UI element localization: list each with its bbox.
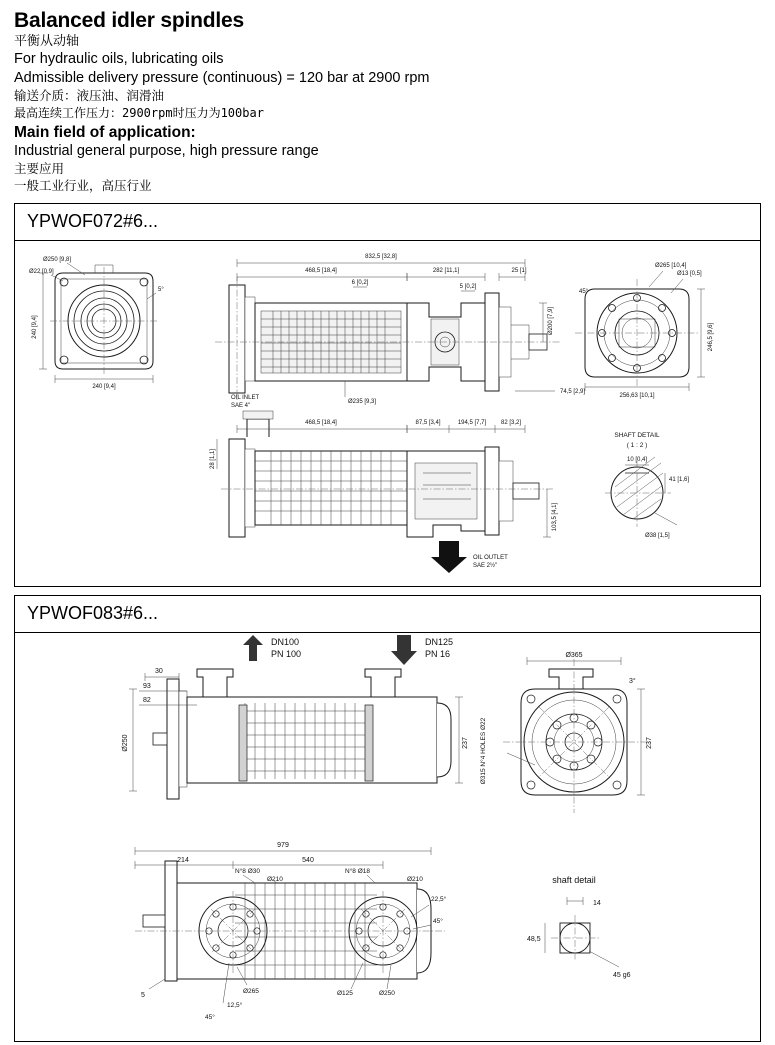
dim-low-d: 82 [3,2] (500, 420, 522, 427)
dim-low-c: 194,5 [7,7] (457, 420, 487, 427)
label-right-angle: 45° (579, 289, 589, 296)
fluid-line-chinese: 输送介质：液压油、润滑油 (14, 89, 165, 104)
technical-drawing-072 (15, 241, 760, 586)
label-right-dia1: Ø265 [10,4] (655, 263, 687, 270)
dim-low-b: 87,5 [3,4] (415, 420, 441, 427)
dim-width-left: 240 [9,4] (92, 384, 116, 391)
dim-30-083: 30 (155, 668, 163, 676)
label-dia250-083: Ø250 (379, 990, 395, 998)
dim-540-083: 540 (302, 857, 314, 865)
dim-height-left: 240 [9,4] (32, 315, 38, 339)
page-title: Balanced idler spindles (14, 9, 244, 32)
dim-979-083: 979 (277, 842, 289, 850)
title-chinese: 平衡从动轴 (14, 33, 80, 49)
detail-485-083: 48,5 (527, 936, 541, 944)
dim-c-072: 25 [1] (511, 268, 527, 275)
fluid-line: For hydraulic oils, lubricating oils (14, 50, 224, 67)
label-outlet-1: OIL OUTLET (473, 555, 508, 562)
detail-w-072: 10 [0,4] (626, 457, 648, 464)
detail-title-083: shaft detail (552, 875, 596, 886)
label-angle-083: 3° (629, 678, 636, 686)
label-dia265-083: Ø265 (243, 988, 259, 996)
dim-b-072: 282 [11,1] (432, 268, 460, 275)
application-heading: Main field of application: (14, 124, 196, 142)
label-dia210a-083: Ø210 (267, 876, 283, 884)
dim-overall-072: 832,5 [32,8] (365, 254, 397, 261)
detail-scale-072: ( 1 : 2 ) (626, 442, 648, 450)
dim-low-h: 103,5 [4,1] (552, 502, 558, 532)
label-ang45b-083: 45° (205, 1014, 215, 1022)
view-end-right (575, 263, 714, 399)
drawing-area-ypwof083 (15, 633, 760, 1041)
label-inlet-2: SAE 4" (231, 403, 251, 410)
dim-d-072: 6 [0,2] (351, 280, 369, 287)
label-outlet-pn: PN 16 (425, 649, 451, 660)
label-dia125-083: Ø125 (337, 990, 353, 998)
panel-title-ypwof072: YPWOF072#6... (15, 204, 760, 241)
dim-214-083: 214 (177, 857, 189, 865)
label-flange-od: Ø250 [9,8] (43, 257, 72, 264)
dim-e-072: 5 [0,2] (459, 284, 477, 291)
model-panel-ypwof072 (14, 203, 761, 587)
view-front-flange (29, 257, 191, 586)
pressure-line-chinese: 最高连续工作压力：2900rpm时压力为100bar (14, 106, 264, 121)
label-angle-left: 5° (158, 287, 164, 294)
dim-lower-dia-072: Ø235 [9,3] (348, 399, 377, 406)
label-bolt-right-083: N°8 Ø18 (345, 868, 371, 876)
detail-45g6-083: 45 g6 (613, 972, 631, 980)
label-outlet-dn: DN125 (425, 637, 454, 648)
view-side-elevation-bottom (210, 395, 558, 573)
view-plan-083 (135, 842, 447, 1021)
dim-5-083: 5 (141, 992, 145, 1000)
label-inlet-1: OIL INLET (231, 395, 260, 402)
dim-low-a: 468,5 [18,4] (305, 420, 337, 427)
view-shaft-detail-072 (605, 432, 689, 539)
application-line-chinese: 一般工业行业，高压行业 (14, 179, 152, 194)
label-ang125-083: 12,5° (227, 1002, 243, 1010)
header-block (14, 10, 761, 195)
detail-h-072: 41 [1,6] (669, 477, 690, 484)
label-inlet-pn: PN 100 (271, 649, 302, 660)
label-bolt-hole: Ø22 [0,9] (29, 269, 54, 276)
dim-237-083: 237 (462, 737, 469, 749)
dim-82-083: 82 (143, 697, 151, 705)
detail-title-072: SHAFT DETAIL (614, 432, 660, 440)
detail-dia-072: Ø38 [1,5] (645, 533, 670, 540)
dim-93-083: 93 (143, 683, 151, 691)
label-ang45a-083: 45° (433, 918, 443, 926)
dim-right-072: 74,5 [2,9] (560, 389, 586, 396)
technical-drawing-083 (15, 633, 760, 1041)
application-heading-chinese: 主要应用 (14, 162, 65, 177)
label-ang225-083: 22,5° (431, 896, 447, 904)
view-shaft-detail-083 (527, 875, 631, 979)
dim-mid-dia-072: Ø200 [7,9] (548, 307, 554, 336)
dim-a-072: 468,5 [18,4] (305, 268, 337, 275)
label-bolt-left-083: N°8 Ø30 (235, 868, 261, 876)
model-panel-ypwof083 (14, 595, 761, 1042)
panel-title-ypwof083: YPWOF083#6... (15, 596, 760, 633)
label-dia210b-083: Ø210 (407, 876, 423, 884)
dim-right-height: 246,5 [9,6] (708, 322, 714, 352)
dim-flange-dia-083: Ø250 (122, 734, 129, 752)
view-side-section-top (215, 254, 585, 405)
application-line: Industrial general purpose, high pressure range (14, 143, 319, 160)
label-outlet-2: SAE 2½" (473, 563, 498, 570)
pressure-line: Admissible delivery pressure (continuous) = 120 bar at 2900 rpm (14, 70, 430, 87)
dim-in-072: 28 [1,1] (210, 449, 216, 470)
label-bolt-circle-083: Ø315 N°4 HOLES Ø22 (480, 717, 487, 785)
dim-right-height-083: 237 (646, 737, 653, 749)
detail-14-083: 14 (593, 900, 601, 908)
label-inlet-dn: DN100 (271, 637, 300, 648)
drawing-area-ypwof072 (15, 241, 760, 586)
view-side-083 (122, 635, 469, 799)
view-end-083 (479, 652, 653, 813)
dim-right-dia-083: Ø365 (565, 652, 583, 660)
dim-right-width: 256,63 [10,1] (619, 393, 655, 400)
label-right-dia2: Ø13 [0,5] (677, 271, 702, 278)
